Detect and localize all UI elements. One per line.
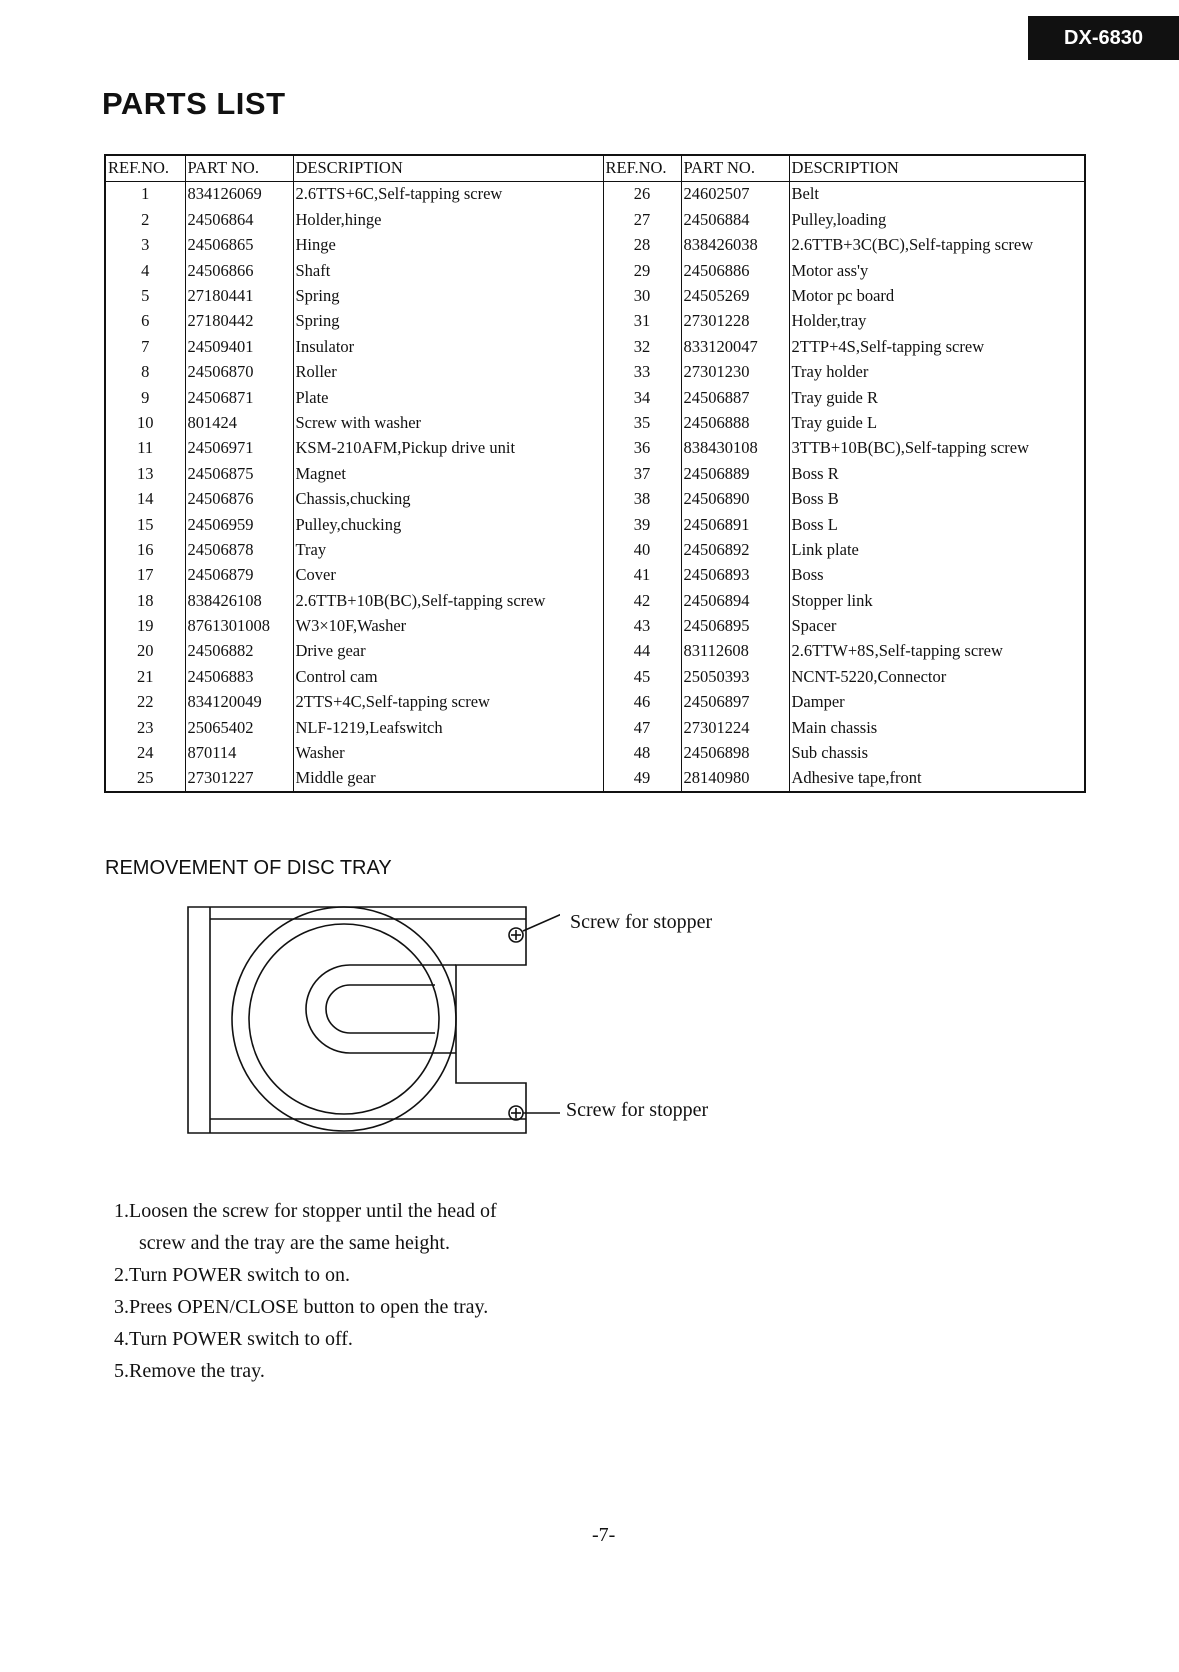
ref-cell: 26 bbox=[603, 182, 681, 208]
callout-screw-bottom: Screw for stopper bbox=[566, 1099, 709, 1121]
table-row bbox=[105, 360, 1085, 385]
step-5: 5.Remove the tray. bbox=[114, 1360, 265, 1382]
ref-cell: 47 bbox=[603, 715, 681, 740]
ref-cell: 36 bbox=[603, 436, 681, 461]
part-no-cell: 24602507 bbox=[681, 182, 789, 208]
ref-cell: 24 bbox=[105, 741, 185, 766]
part-no-cell: 24506864 bbox=[185, 207, 293, 232]
ref-cell: 21 bbox=[105, 664, 185, 689]
part-no-cell: 27301224 bbox=[681, 715, 789, 740]
callout-screw-top: Screw for stopper bbox=[570, 911, 713, 933]
part-no-cell: 24509401 bbox=[185, 334, 293, 359]
tray-channel-inner bbox=[326, 985, 435, 1033]
ref-cell: 42 bbox=[603, 588, 681, 613]
part-no-cell: 801424 bbox=[185, 411, 293, 436]
description-cell: 2.6TTB+3C(BC),Self-tapping screw bbox=[789, 233, 1085, 258]
description-cell: Spring bbox=[293, 284, 603, 309]
section-heading: REMOVEMENT OF DISC TRAY bbox=[105, 857, 392, 879]
model-badge: DX-6830 bbox=[1028, 16, 1179, 60]
ref-cell: 40 bbox=[603, 537, 681, 562]
description-cell: Shaft bbox=[293, 258, 603, 283]
part-no-cell: 24506871 bbox=[185, 385, 293, 410]
ref-cell: 9 bbox=[105, 385, 185, 410]
description-cell: Magnet bbox=[293, 461, 603, 486]
part-no-cell: 25065402 bbox=[185, 715, 293, 740]
description-cell: 2.6TTB+10B(BC),Self-tapping screw bbox=[293, 588, 603, 613]
step-1: 1.Loosen the screw for stopper until the head of bbox=[114, 1200, 497, 1222]
screw-bottom-icon bbox=[509, 1106, 523, 1120]
parts-table-header bbox=[105, 155, 1085, 182]
description-cell: Holder,hinge bbox=[293, 207, 603, 232]
part-no-cell: 24506882 bbox=[185, 639, 293, 664]
col-part-no: PART NO. bbox=[185, 155, 293, 182]
description-cell: Pulley,loading bbox=[789, 207, 1085, 232]
ref-cell: 46 bbox=[603, 690, 681, 715]
description-cell: Motor pc board bbox=[789, 284, 1085, 309]
table-row bbox=[105, 563, 1085, 588]
table-row bbox=[105, 334, 1085, 359]
description-cell: Boss L bbox=[789, 512, 1085, 537]
table-row bbox=[105, 639, 1085, 664]
description-cell: Insulator bbox=[293, 334, 603, 359]
part-no-cell: 24506883 bbox=[185, 664, 293, 689]
ref-cell: 15 bbox=[105, 512, 185, 537]
table-row bbox=[105, 715, 1085, 740]
part-no-cell: 838426108 bbox=[185, 588, 293, 613]
part-no-cell: 24506894 bbox=[681, 588, 789, 613]
ref-cell: 41 bbox=[603, 563, 681, 588]
table-row bbox=[105, 207, 1085, 232]
ref-cell: 14 bbox=[105, 487, 185, 512]
table-row bbox=[105, 664, 1085, 689]
step-3: 3.Prees OPEN/CLOSE button to open the tray. bbox=[114, 1296, 489, 1318]
part-no-cell: 24506878 bbox=[185, 537, 293, 562]
description-cell: Spring bbox=[293, 309, 603, 334]
description-cell: Spacer bbox=[789, 614, 1085, 639]
description-cell: W3×10F,Washer bbox=[293, 614, 603, 639]
description-cell: Holder,tray bbox=[789, 309, 1085, 334]
description-cell: Washer bbox=[293, 741, 603, 766]
part-no-cell: 24506865 bbox=[185, 233, 293, 258]
description-cell: Boss R bbox=[789, 461, 1085, 486]
table-row bbox=[105, 258, 1085, 283]
ref-cell: 18 bbox=[105, 588, 185, 613]
ref-cell: 16 bbox=[105, 537, 185, 562]
ref-cell: 35 bbox=[603, 411, 681, 436]
ref-cell: 8 bbox=[105, 360, 185, 385]
part-no-cell: 24506870 bbox=[185, 360, 293, 385]
tray-outline bbox=[188, 907, 526, 1133]
table-row bbox=[105, 690, 1085, 715]
description-cell: Boss B bbox=[789, 487, 1085, 512]
ref-cell: 13 bbox=[105, 461, 185, 486]
table-row bbox=[105, 588, 1085, 613]
removal-steps bbox=[114, 1195, 497, 1387]
ref-cell: 39 bbox=[603, 512, 681, 537]
part-no-cell: 834120049 bbox=[185, 690, 293, 715]
part-no-cell: 24506886 bbox=[681, 258, 789, 283]
ref-cell: 37 bbox=[603, 461, 681, 486]
ref-cell: 43 bbox=[603, 614, 681, 639]
part-no-cell: 24506898 bbox=[681, 741, 789, 766]
part-no-cell: 8761301008 bbox=[185, 614, 293, 639]
description-cell: Tray guide L bbox=[789, 411, 1085, 436]
part-no-cell: 24506893 bbox=[681, 563, 789, 588]
page-number: -7- bbox=[592, 1524, 616, 1546]
description-cell: Link plate bbox=[789, 537, 1085, 562]
part-no-cell: 24506884 bbox=[681, 207, 789, 232]
ref-cell: 20 bbox=[105, 639, 185, 664]
ref-cell: 33 bbox=[603, 360, 681, 385]
col-description: DESCRIPTION bbox=[293, 155, 603, 182]
description-cell: Drive gear bbox=[293, 639, 603, 664]
description-cell: KSM-210AFM,Pickup drive unit bbox=[293, 436, 603, 461]
table-row bbox=[105, 766, 1085, 792]
description-cell: Tray bbox=[293, 537, 603, 562]
ref-cell: 48 bbox=[603, 741, 681, 766]
table-row bbox=[105, 487, 1085, 512]
part-no-cell: 24506875 bbox=[185, 461, 293, 486]
part-no-cell: 24506891 bbox=[681, 512, 789, 537]
step-1-continued: screw and the tray are the same height. bbox=[139, 1232, 450, 1254]
description-cell: 3TTB+10B(BC),Self-tapping screw bbox=[789, 436, 1085, 461]
ref-cell: 31 bbox=[603, 309, 681, 334]
part-no-cell: 24506895 bbox=[681, 614, 789, 639]
col-ref-no: REF.NO. bbox=[105, 155, 185, 182]
description-cell: 2.6TTW+8S,Self-tapping screw bbox=[789, 639, 1085, 664]
step-4: 4.Turn POWER switch to off. bbox=[114, 1328, 353, 1350]
description-cell: Belt bbox=[789, 182, 1085, 208]
description-cell: Damper bbox=[789, 690, 1085, 715]
description-cell: 2TTP+4S,Self-tapping screw bbox=[789, 334, 1085, 359]
part-no-cell: 24506890 bbox=[681, 487, 789, 512]
ref-cell: 7 bbox=[105, 334, 185, 359]
table-row bbox=[105, 614, 1085, 639]
disc-tray-diagram bbox=[180, 905, 560, 1145]
ref-cell: 30 bbox=[603, 284, 681, 309]
col-ref-no-right: REF.NO. bbox=[603, 155, 681, 182]
table-row bbox=[105, 182, 1085, 208]
description-cell: Hinge bbox=[293, 233, 603, 258]
part-no-cell: 24506879 bbox=[185, 563, 293, 588]
part-no-cell: 27301227 bbox=[185, 766, 293, 792]
page-title: PARTS LIST bbox=[102, 86, 286, 121]
part-no-cell: 24506889 bbox=[681, 461, 789, 486]
table-row bbox=[105, 537, 1085, 562]
table-row bbox=[105, 411, 1085, 436]
description-cell: Control cam bbox=[293, 664, 603, 689]
col-description-right: DESCRIPTION bbox=[789, 155, 1085, 182]
description-cell: Screw with washer bbox=[293, 411, 603, 436]
description-cell: Motor ass'y bbox=[789, 258, 1085, 283]
ref-cell: 44 bbox=[603, 639, 681, 664]
part-no-cell: 24506888 bbox=[681, 411, 789, 436]
part-no-cell: 27180442 bbox=[185, 309, 293, 334]
part-no-cell: 25050393 bbox=[681, 664, 789, 689]
table-row bbox=[105, 461, 1085, 486]
table-row bbox=[105, 512, 1085, 537]
leader-top bbox=[523, 913, 560, 931]
ref-cell: 3 bbox=[105, 233, 185, 258]
ref-cell: 34 bbox=[603, 385, 681, 410]
table-row bbox=[105, 284, 1085, 309]
parts-table bbox=[104, 154, 1086, 793]
table-row bbox=[105, 309, 1085, 334]
part-no-cell: 28140980 bbox=[681, 766, 789, 792]
ref-cell: 11 bbox=[105, 436, 185, 461]
part-no-cell: 24506892 bbox=[681, 537, 789, 562]
description-cell: Stopper link bbox=[789, 588, 1085, 613]
part-no-cell: 24506876 bbox=[185, 487, 293, 512]
tray-channel bbox=[306, 965, 456, 1053]
table-row bbox=[105, 385, 1085, 410]
description-cell: 2TTS+4C,Self-tapping screw bbox=[293, 690, 603, 715]
description-cell: NLF-1219,Leafswitch bbox=[293, 715, 603, 740]
ref-cell: 45 bbox=[603, 664, 681, 689]
step-2: 2.Turn POWER switch to on. bbox=[114, 1264, 350, 1286]
ref-cell: 23 bbox=[105, 715, 185, 740]
table-row bbox=[105, 741, 1085, 766]
ref-cell: 19 bbox=[105, 614, 185, 639]
part-no-cell: 24505269 bbox=[681, 284, 789, 309]
disc-recess-inner bbox=[249, 924, 439, 1114]
ref-cell: 4 bbox=[105, 258, 185, 283]
part-no-cell: 838426038 bbox=[681, 233, 789, 258]
part-no-cell: 83112608 bbox=[681, 639, 789, 664]
description-cell: Pulley,chucking bbox=[293, 512, 603, 537]
part-no-cell: 24506971 bbox=[185, 436, 293, 461]
part-no-cell: 24506887 bbox=[681, 385, 789, 410]
part-no-cell: 27301228 bbox=[681, 309, 789, 334]
ref-cell: 6 bbox=[105, 309, 185, 334]
description-cell: Main chassis bbox=[789, 715, 1085, 740]
table-row bbox=[105, 233, 1085, 258]
ref-cell: 38 bbox=[603, 487, 681, 512]
part-no-cell: 834126069 bbox=[185, 182, 293, 208]
part-no-cell: 24506866 bbox=[185, 258, 293, 283]
description-cell: Plate bbox=[293, 385, 603, 410]
part-no-cell: 833120047 bbox=[681, 334, 789, 359]
description-cell: Sub chassis bbox=[789, 741, 1085, 766]
ref-cell: 32 bbox=[603, 334, 681, 359]
ref-cell: 27 bbox=[603, 207, 681, 232]
description-cell: NCNT-5220,Connector bbox=[789, 664, 1085, 689]
part-no-cell: 27301230 bbox=[681, 360, 789, 385]
ref-cell: 29 bbox=[603, 258, 681, 283]
disc-recess-outer bbox=[232, 907, 456, 1131]
ref-cell: 10 bbox=[105, 411, 185, 436]
part-no-cell: 27180441 bbox=[185, 284, 293, 309]
description-cell: Middle gear bbox=[293, 766, 603, 792]
description-cell: Cover bbox=[293, 563, 603, 588]
description-cell: Roller bbox=[293, 360, 603, 385]
description-cell: 2.6TTS+6C,Self-tapping screw bbox=[293, 182, 603, 208]
screw-top-icon bbox=[509, 928, 523, 942]
ref-cell: 17 bbox=[105, 563, 185, 588]
part-no-cell: 24506959 bbox=[185, 512, 293, 537]
ref-cell: 28 bbox=[603, 233, 681, 258]
description-cell: Boss bbox=[789, 563, 1085, 588]
part-no-cell: 838430108 bbox=[681, 436, 789, 461]
col-part-no-right: PART NO. bbox=[681, 155, 789, 182]
part-no-cell: 870114 bbox=[185, 741, 293, 766]
description-cell: Adhesive tape,front bbox=[789, 766, 1085, 792]
ref-cell: 25 bbox=[105, 766, 185, 792]
ref-cell: 2 bbox=[105, 207, 185, 232]
ref-cell: 5 bbox=[105, 284, 185, 309]
part-no-cell: 24506897 bbox=[681, 690, 789, 715]
description-cell: Chassis,chucking bbox=[293, 487, 603, 512]
ref-cell: 1 bbox=[105, 182, 185, 208]
table-row bbox=[105, 436, 1085, 461]
ref-cell: 49 bbox=[603, 766, 681, 792]
ref-cell: 22 bbox=[105, 690, 185, 715]
description-cell: Tray guide R bbox=[789, 385, 1085, 410]
description-cell: Tray holder bbox=[789, 360, 1085, 385]
